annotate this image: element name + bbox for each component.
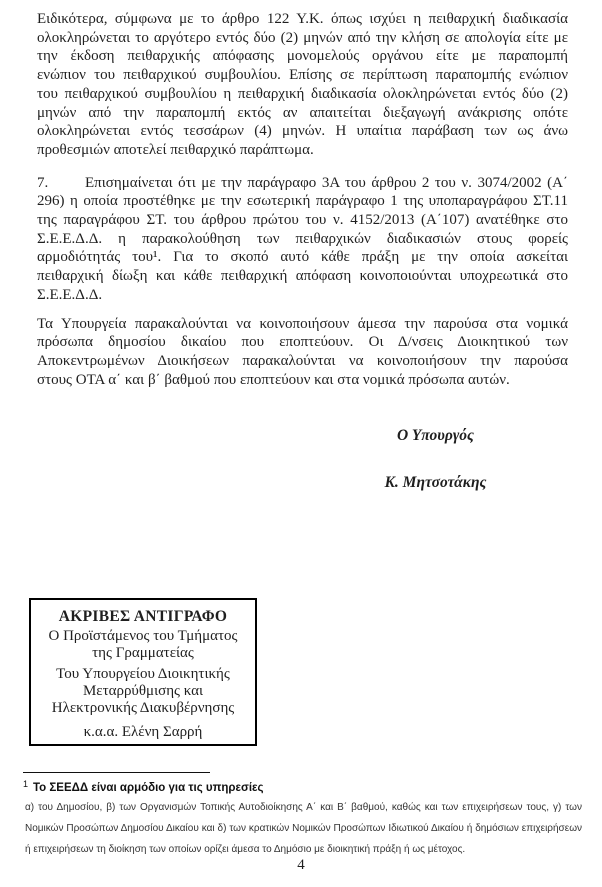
text-line: πειθαρχική δίωξη και κάθε πειθαρχική απόφαση κοινοποιούνται υποχρεωτικά στο <box>37 268 568 285</box>
paragraph-number: 7. <box>37 174 49 191</box>
footnote-marker: 1 <box>23 779 29 789</box>
text-line: Του Υπουργείου Διοικητικής <box>56 666 230 682</box>
text-line: ενώπιον του πειθαρχικού συμβουλίου. Επίσης σε περίπτωση παραπομπής ενώπιον <box>37 67 568 84</box>
certified-copy-stamp-box <box>29 598 257 746</box>
document-body <box>37 10 568 389</box>
stamp-ministry-lines <box>35 666 251 717</box>
text-line: Σ.Ε.Ε.Δ.Δ. η παρακολούθηση των πειθαρχικών διαδικασιών στους φορείς <box>37 230 568 247</box>
stamp-secretariat-lines <box>35 628 251 662</box>
stamp-signer-name: κ.α.α. Ελένη Σαρρή <box>83 724 203 740</box>
text-line: της παραγράφου ΣΤ. του άρθρου πρώτου του ν. 4152/2013 (Α΄107) ανατέθηκε στο <box>37 212 568 229</box>
text-line: Τα Υπουργεία παρακαλούνται να κοινοποιήσουν άμεσα την παρούσα στα νομικά <box>37 315 568 332</box>
text-line: Ο Προϊστάμενος του Τμήματος <box>48 628 238 644</box>
footnote-divider <box>23 772 210 773</box>
text-line: Ειδικότερα, σύμφωνα με το άρθρο 122 Υ.Κ. όπως ισχύει η πειθαρχική διαδικασία <box>37 11 568 27</box>
text-line: Ηλεκτρονικής Διακυβέρνησης <box>51 700 235 716</box>
paragraph-disciplinary-procedure <box>37 10 568 160</box>
text-line: πρόσωπα δημοσίου δικαίου που εποπτεύουν. Οι Δ/νσεις Διοικητικού των <box>37 334 568 351</box>
text-line: 296) η οποία προστέθηκε με την εσωτερική παράγραφο 1 της υποπαραγράφου ΣΤ.11 <box>37 193 568 210</box>
footnote-heading-text: Το ΣΕΕΔΔ είναι αρμόδιο για τις υπηρεσίες <box>33 782 264 794</box>
signature-name: Κ. Μητσοτάκης <box>384 474 487 491</box>
text-line: 7. Επισημαίνεται ότι με την παράγραφο 3Α του άρθρου 2 του ν. 3074/2002 (Α΄ <box>37 174 568 191</box>
text-line: του πειθαρχικού συμβουλίου η πειθαρχική διαδικασία ολοκληρώνεται εντός δύο (2) <box>37 85 568 102</box>
text-line: ολοκληρώνεται εντός τεσσάρων (4) μηνών. Η υπαίτια παράβαση των ως άνω <box>37 123 568 140</box>
stamp-title: ΑΚΡΙΒΕΣ ΑΝΤΙΓΡΑΦΟ <box>58 608 228 625</box>
text-line: την έκδοση πειθαρχικής απόφασης μονομελούς οργάνου είτε με παραπομπή <box>37 48 568 65</box>
signature-title: Ο Υπουργός <box>397 427 474 444</box>
paragraph-ministries-notify <box>37 315 568 390</box>
footnote-body: α) του Δημοσίου, β) των Οργανισμών Τοπικής Αυτοδιοίκησης Α΄ και Β΄ βαθμού, καθώς και των επιχειρήσεων τους, γ) των Νομικών Προσώπων Δημοσίου Δικαίου και δ) των κρατικών Νομικών Προσώπων Ιδιωτικού Δικαίου ή δημόσιων επιχειρήσεων ή επιχειρήσεων τη διοίκηση των οποίων ορίζει άμεσα το Δημόσιο με διοικητική πράξη ή ως μέτοχος. <box>25 802 582 855</box>
text-line: αρμοδιότητάς του¹. Για το σκοπό αυτό κάθε πράξη με την οποία ασκείται <box>37 249 568 266</box>
page-number: 4 <box>297 857 305 873</box>
footnote-heading <box>23 779 582 794</box>
text-line: Μεταρρύθμισης και <box>82 683 204 699</box>
text-line: Σ.Ε.Ε.Δ.Δ. <box>37 286 103 303</box>
text-line: ολοκληρώνεται το αργότερο εντός δύο (2) μηνών από την κλήση σε απολογία είτε με <box>37 29 568 46</box>
text-line: της Γραμματείας <box>92 645 194 661</box>
paragraph-7-seedd <box>37 174 568 305</box>
text-line: προθεσμιών αποτελεί πειθαρχικό παράπτωμα. <box>37 141 314 158</box>
text-line: στους ΟΤΑ α΄ και β΄ βαθμού που εποπτεύουν και στα νομικά πρόσωπα αυτών. <box>37 371 510 388</box>
signature-block <box>328 426 543 492</box>
text-line: μηνών από την παραπομπή εκτός αν απαιτείται διεξαγωγή ανάκρισης οπότε <box>37 104 568 121</box>
text-line: Αποκεντρωμένων Διοικήσεων παρακαλούνται να κοινοποιήσουν την παρούσα <box>37 352 568 369</box>
